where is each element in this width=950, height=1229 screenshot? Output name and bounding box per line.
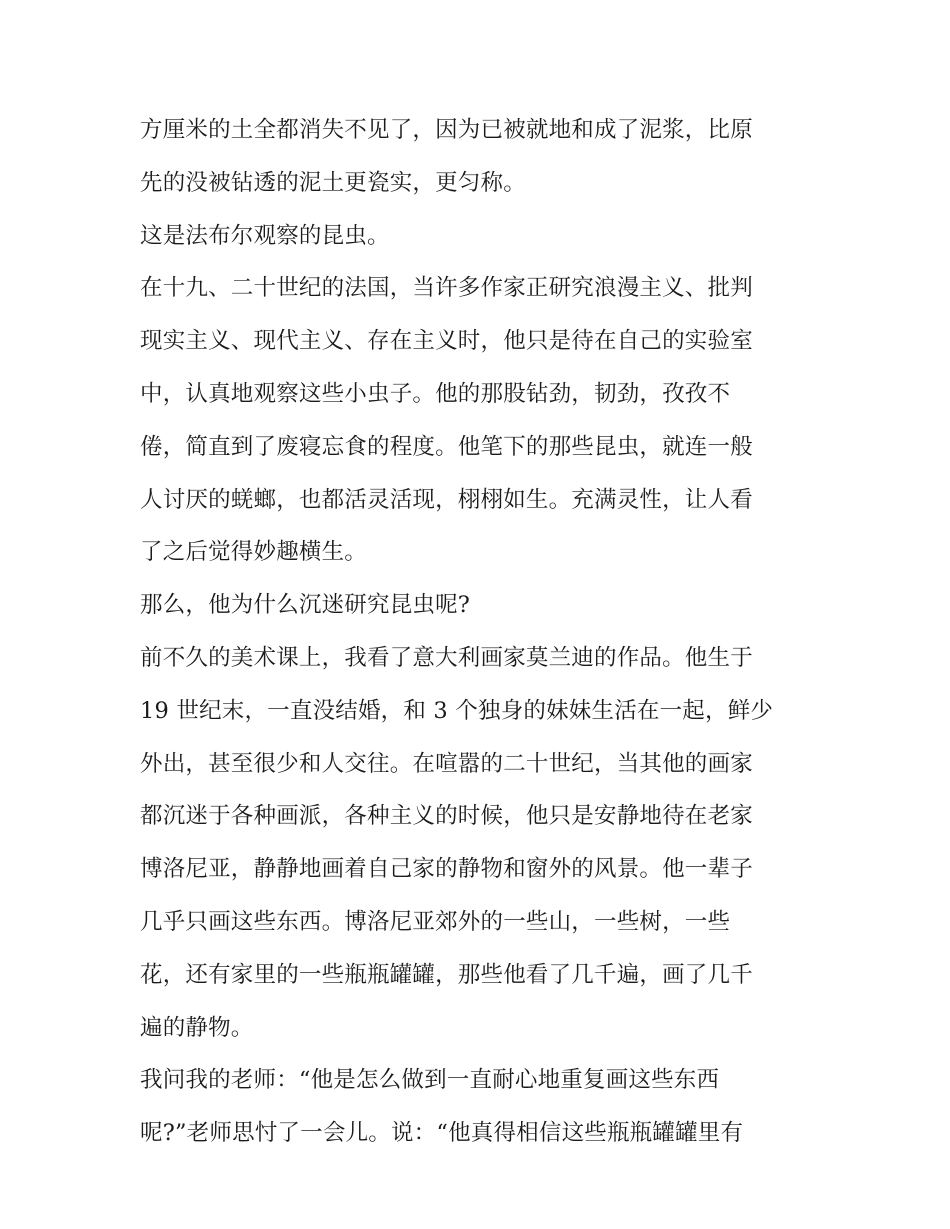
text-line: 我问我的老师：“他是怎么做到一直耐心地重复画这些东西: [140, 1067, 720, 1094]
text-line: 呢?”老师思忖了一会儿。说：“他真得相信这些瓶瓶罐罐里有: [140, 1120, 744, 1147]
document-body: [140, 104, 820, 1160]
text-line: 了之后觉得妙趣横生。: [140, 539, 368, 566]
text-line: 花，还有家里的一些瓶瓶罐罐，那些他看了几千遍，画了几千: [140, 961, 753, 988]
text-line: 都沉迷于各种画派，各种主义的时候，他只是安静地待在老家: [140, 803, 753, 830]
text-line: 这是法布尔观察的昆虫。: [140, 222, 390, 249]
text-line: 人讨厌的蜣螂，也都活灵活现，栩栩如生。充满灵性，让人看: [140, 486, 753, 513]
text-line: 博洛尼亚，静静地画着自己家的静物和窗外的风景。他一辈子: [140, 856, 753, 883]
text-line: 中，认真地观察这些小虫子。他的那股钻劲，韧劲，孜孜不: [140, 380, 731, 407]
text-line: 在十九、二十世纪的法国，当许多作家正研究浪漫主义、批判: [140, 275, 753, 302]
text-line: 遍的静物。: [140, 1014, 254, 1041]
text-line: 方厘米的土全都消失不见了，因为已被就地和成了泥浆，比原: [140, 117, 753, 143]
text-line: 外出，甚至很少和人交往。在喧嚣的二十世纪，当其他的画家: [140, 750, 753, 777]
text-line: 先的没被钻透的泥土更瓷实，更匀称。: [140, 169, 526, 196]
text-line: 现实主义、现代主义、存在主义时，他只是待在自己的实验室: [140, 328, 753, 355]
text-line: 那么，他为什么沉迷研究昆虫呢?: [140, 592, 471, 619]
text-line: 19 世纪末，一直没结婚，和 3 个独身的妹妹生活在一起，鲜少: [140, 697, 774, 724]
text-line: 前不久的美术课上，我看了意大利画家莫兰迪的作品。他生于: [140, 644, 753, 671]
text-line: 几乎只画这些东西。博洛尼亚郊外的一些山，一些树，一些: [140, 908, 731, 935]
text-line: 倦，简直到了废寝忘食的程度。他笔下的那些昆虫，就连一般: [140, 433, 753, 460]
